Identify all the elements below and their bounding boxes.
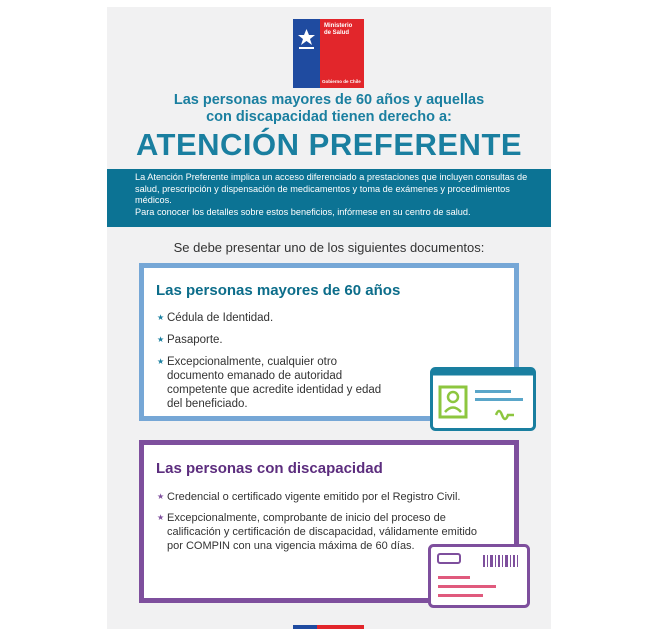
info-paragraph: La Atención Preferente implica un acceso diferenciado a prestaciones que incluyen consultas de salud, prescripción y dispensación de medicamentos y toma de exámenes y procedimientos médicos. xyxy=(135,172,528,206)
coat-of-arms-icon xyxy=(295,27,318,55)
id-card-icon xyxy=(430,367,536,431)
poster xyxy=(107,7,551,629)
info-band xyxy=(107,169,551,227)
star-bullet-icon: ★ xyxy=(157,335,165,344)
headline-line1: Las personas mayores de 60 años y aquellas xyxy=(173,92,485,108)
government-label: Gobierno de Chile xyxy=(322,79,361,84)
disability-title: Las personas con discapacidad xyxy=(156,460,383,477)
ministry-label: Ministerio de Salud xyxy=(324,23,353,36)
headline-line2: con discapacidad tienen derecho a: xyxy=(206,109,452,125)
list-item: ★ Credencial o certificado vigente emitido por el Registro Civil. xyxy=(157,491,461,503)
headline xyxy=(107,92,551,126)
ministry-logo xyxy=(293,19,364,88)
documents-subhead: Se debe presentar uno de los siguientes documentos: xyxy=(173,240,485,255)
star-bullet-icon: ★ xyxy=(157,513,165,522)
page-title: ATENCIÓN PREFERENTE xyxy=(135,127,523,162)
list-item: ★ Excepcionalmente, comprobante de inicio del proceso de calificación y certificación de discapacidad, válidamente emitido por COMPIN con una vigencia máxima de 60 días. xyxy=(157,512,477,552)
flag-stripe xyxy=(293,625,364,629)
star-bullet-icon: ★ xyxy=(157,313,165,322)
list-item: ★ Cédula de Identidad. xyxy=(157,312,274,324)
list-item: ★ Excepcionalmente, cualquier otro documento emanado de autoridad competente que acredite identidad y edad del beneficiado. xyxy=(157,356,382,410)
credential-card-icon xyxy=(428,544,530,608)
seniors-title: Las personas mayores de 60 años xyxy=(156,282,401,299)
info-paragraph-contact: Para conocer los detalles sobre estos beneficios, infórmese en su centro de salud. xyxy=(135,206,471,217)
star-bullet-icon: ★ xyxy=(157,492,165,501)
star-bullet-icon: ★ xyxy=(157,357,165,366)
list-item: ★ Pasaporte. xyxy=(157,334,223,346)
